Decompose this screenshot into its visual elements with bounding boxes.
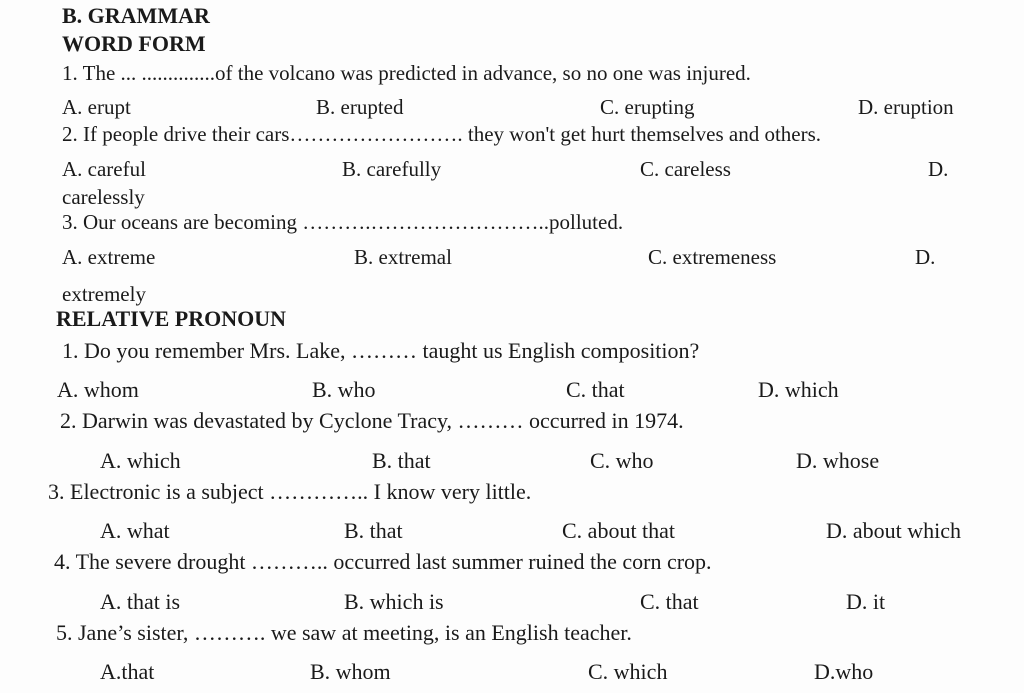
relative-pronoun-q4-option-b: B. which is: [344, 589, 444, 614]
word-form-q2-option-a: A. careful: [62, 157, 146, 181]
word-form-q1-option-a: A. erupt: [62, 95, 131, 119]
relative-pronoun-question-1: 1. Do you remember Mrs. Lake, ……… taught us English composition?: [62, 338, 700, 363]
relative-pronoun-q3-option-a: A. what: [100, 518, 170, 543]
word-form-q3-option-d-text: extremely: [62, 282, 146, 306]
word-form-q3-option-b: B. extremal: [354, 245, 452, 269]
relative-pronoun-question-3: 3. Electronic is a subject ………….. I know very little.: [48, 479, 532, 504]
relative-pronoun-question-5: 5. Jane’s sister, ………. we saw at meeting, is an English teacher.: [56, 620, 632, 645]
relative-pronoun-q2-option-d: D. whose: [796, 448, 880, 473]
word-form-heading: WORD FORM: [62, 31, 206, 56]
word-form-q1-option-d: D. eruption: [858, 95, 954, 119]
relative-pronoun-heading: RELATIVE PRONOUN: [56, 306, 287, 331]
relative-pronoun-q3-option-b: B. that: [344, 518, 403, 543]
relative-pronoun-q4-option-d: D. it: [846, 589, 886, 614]
relative-pronoun-q5-option-c: C. which: [588, 659, 668, 684]
word-form-q1-option-b: B. erupted: [316, 95, 404, 119]
word-form-q2-option-c: C. careless: [640, 157, 731, 181]
relative-pronoun-question-4: 4. The severe drought ……….. occurred last summer ruined the corn crop.: [54, 549, 712, 574]
relative-pronoun-q5-option-a: A.that: [100, 659, 155, 684]
relative-pronoun-q4-option-a: A. that is: [100, 589, 181, 614]
relative-pronoun-q5-option-d: D.who: [814, 659, 874, 684]
relative-pronoun-q1-option-b: B. who: [312, 377, 376, 402]
word-form-q3-option-c: C. extremeness: [648, 245, 777, 269]
relative-pronoun-q1-option-c: C. that: [566, 377, 625, 402]
relative-pronoun-q5-option-b: B. whom: [310, 659, 391, 684]
relative-pronoun-q2-option-c: C. who: [590, 448, 654, 473]
word-form-q2-option-b: B. carefully: [342, 157, 442, 181]
relative-pronoun-q1-option-d: D. which: [758, 377, 839, 402]
relative-pronoun-question-2: 2. Darwin was devastated by Cyclone Tracy, ……… occurred in 1974.: [60, 408, 684, 433]
relative-pronoun-q2-option-b: B. that: [372, 448, 431, 473]
relative-pronoun-q4-option-c: C. that: [640, 589, 699, 614]
word-form-q2-option-d: D.: [928, 157, 949, 181]
word-form-q2-option-d-text: carelessly: [62, 185, 145, 209]
word-form-q3-option-a: A. extreme: [62, 245, 156, 269]
relative-pronoun-q2-option-a: A. which: [100, 448, 181, 473]
relative-pronoun-q3-option-c: C. about that: [562, 518, 676, 543]
relative-pronoun-q3-option-d: D. about which: [826, 518, 962, 543]
word-form-question-2: 2. If people drive their cars……………………. they won't get hurt themselves and others.: [62, 122, 822, 146]
word-form-question-3: 3. Our oceans are becoming ……….……………………..polluted.: [62, 210, 624, 234]
relative-pronoun-q1-option-a: A. whom: [57, 377, 139, 402]
word-form-q1-option-c: C. erupting: [600, 95, 695, 119]
word-form-q3-option-d: D.: [915, 245, 936, 269]
word-form-question-1: 1. The ... ..............of the volcano was predicted in advance, so no one was injured.: [62, 61, 751, 85]
section-title: B. GRAMMAR: [62, 3, 210, 28]
